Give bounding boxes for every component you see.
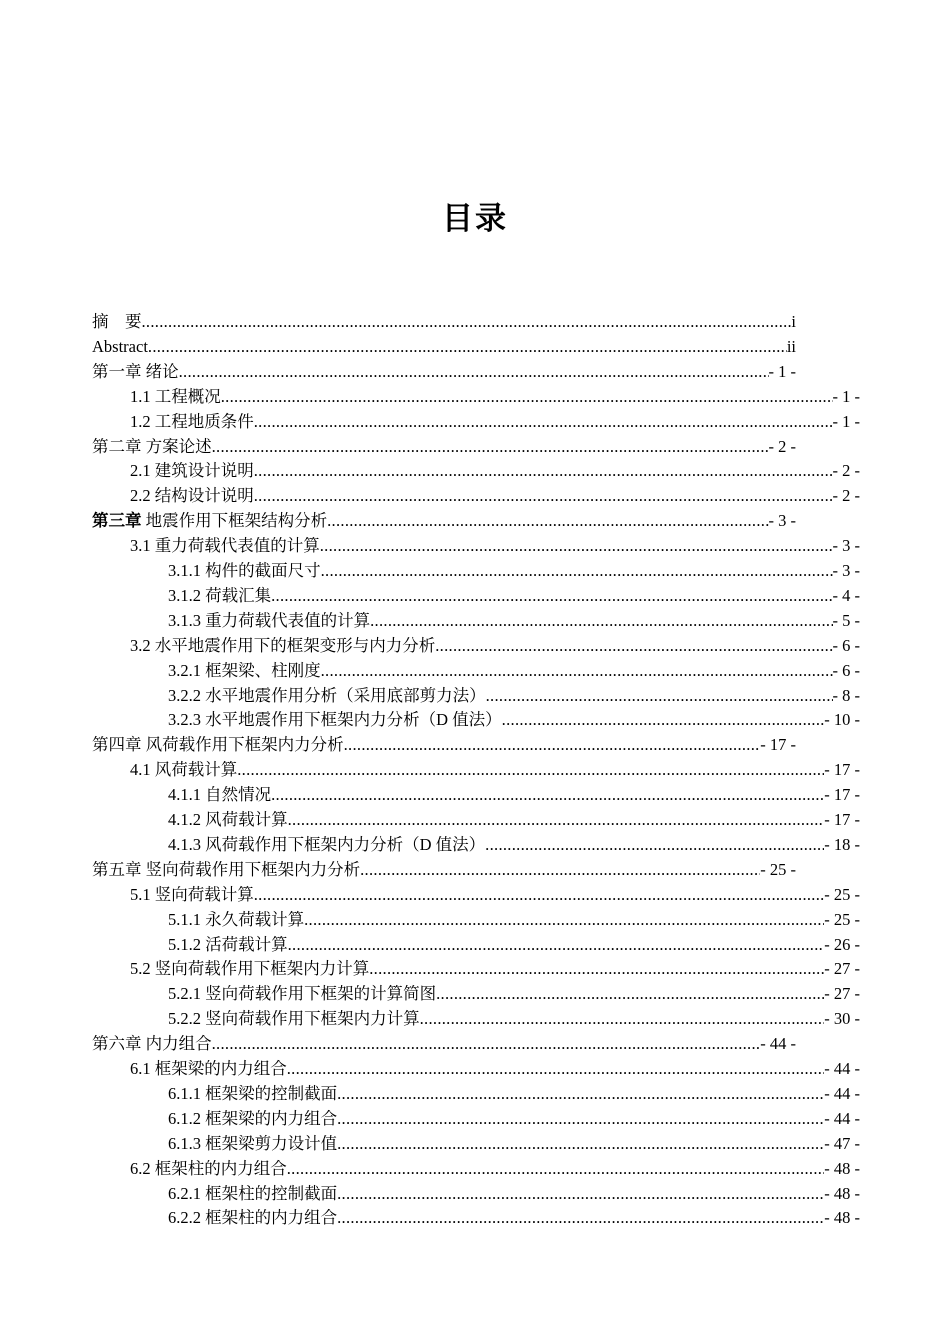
toc-entry-page-number: - 4 - [832,585,860,605]
toc-leader-dots [485,832,824,857]
toc-leader-dots [369,956,824,981]
toc-entry-label-text: 5.2.1 竖向荷载作用下框架的计算简图 [168,984,437,1004]
toc-entry-page-number: - 17 - [824,785,860,805]
toc-leader-dots [287,1056,825,1081]
toc-leader-dots [486,683,833,708]
toc-entry[interactable] [168,583,860,608]
toc-entry[interactable] [168,932,860,957]
toc-entry-page-number: - 6 - [832,660,860,680]
toc-entry-label [168,1205,337,1230]
toc-leader-dots [288,932,825,957]
toc-entry-page-number: - 8 - [832,685,860,705]
toc-leader-dots [142,309,792,334]
toc-entry-page-number: - 10 - [824,710,860,730]
toc-entry[interactable] [130,882,860,907]
toc-entry-label-text: 6.1.1 框架梁的控制截面 [168,1083,338,1103]
toc-leader-dots [420,1006,825,1031]
toc-entry-label [130,384,221,409]
toc-entry-label [130,409,254,434]
toc-entry-label-text: 4.1.2 风荷载计算 [168,810,288,829]
toc-entry-label [130,757,237,782]
toc-entry[interactable] [130,757,860,782]
toc-entry[interactable] [92,1031,796,1056]
toc-entry-page-number: - 44 - [760,1034,796,1054]
toc-entry-label [168,1131,337,1156]
toc-leader-dots [337,1131,824,1156]
toc-entry-label [130,483,254,508]
toc-entry[interactable] [168,1205,860,1230]
toc-entry-label-text: 第六章 内力组合 [92,1034,212,1054]
toc-entry-label [92,309,142,334]
toc-entry-label [92,434,212,459]
toc-leader-dots [502,707,825,732]
toc-entry[interactable] [92,434,796,459]
toc-entry-label [130,458,254,483]
toc-entry-page-number: - 17 - [760,735,796,755]
toc-entry[interactable] [168,832,860,857]
toc-entry[interactable] [168,1006,860,1031]
toc-entry-label-text: 6.2.1 框架柱的控制截面 [168,1183,338,1203]
toc-entry-page-number: - 25 - [824,909,860,929]
toc-entry[interactable] [130,458,860,483]
toc-leader-dots [179,359,769,384]
toc-entry[interactable] [168,658,860,683]
toc-entry[interactable] [92,309,796,334]
toc-entry-page-number: - 27 - [824,959,860,979]
toc-entry-label-text: 6.1 框架梁的内力组合 [130,1059,287,1078]
toc-leader-dots [370,608,832,633]
toc-entry[interactable] [168,1081,860,1106]
toc-entry-page-number: - 27 - [824,984,860,1004]
toc-entry-label [168,932,288,957]
toc-entry-page-number: - 17 - [824,760,860,780]
toc-leader-dots [254,409,833,434]
toc-entry[interactable] [168,807,860,832]
toc-entry-page-number: ii [786,336,796,356]
toc-entry-page-number: - 25 - [760,859,796,879]
toc-leader-dots [271,782,824,807]
toc-entry-label-text: 5.2.2 竖向荷载作用下框架内力计算 [168,1009,420,1029]
toc-entry-label-text: 2.1 建筑设计说明 [130,461,254,481]
toc-leader-dots [304,907,824,932]
toc-leader-dots [237,757,824,782]
toc-leader-dots [148,334,787,359]
toc-leader-dots [271,583,832,608]
toc-leader-dots [337,1181,824,1206]
toc-entry-label-text: 3.2.2 水平地震作用分析（采用底部剪力法） [168,685,486,705]
toc-leader-dots [337,1081,824,1106]
toc-entry[interactable] [130,1056,860,1081]
toc-entry-label [168,1106,337,1131]
toc-entry-label-text: 3.1 重力荷载代表值的计算 [130,536,320,556]
toc-entry[interactable] [130,483,860,508]
toc-entry[interactable] [92,334,796,359]
toc-entry-page-number: - 30 - [824,1009,860,1029]
toc-entry-label [168,1006,420,1031]
toc-entry-label [130,882,254,907]
toc-entry-label [168,583,271,608]
toc-entry-page-number: - 26 - [824,934,860,954]
toc-leader-dots [288,807,825,832]
toc-entry-page-number: - 1 - [832,411,860,431]
toc-entry-label [130,1056,287,1081]
toc-leader-dots [321,558,833,583]
toc-entry[interactable] [130,956,860,981]
toc-leader-dots [337,1205,824,1230]
toc-entry-label-text: 1.1 工程概况 [130,386,221,406]
toc-entry-page-number: - 47 - [824,1133,860,1153]
toc-entry-label [92,1031,212,1056]
toc-entry-page-number: - 44 - [824,1059,860,1078]
toc-entry-label-text: 4.1.3 风荷载作用下框架内力分析（D 值法） [168,834,486,854]
toc-entry[interactable] [168,1131,860,1156]
toc-entry[interactable] [168,608,860,633]
toc-entry-page-number: i [791,312,796,331]
toc-entry[interactable] [168,1106,860,1131]
toc-entry-label-text: 4.1.1 自然情况 [168,785,272,805]
toc-entry-label [92,334,148,359]
toc-entry-label [92,508,327,533]
toc-leader-dots [344,732,761,757]
toc-entry-label [168,707,502,732]
toc-entry-page-number: - 3 - [768,511,796,531]
toc-entry-label-text: 1.2 工程地质条件 [130,411,254,431]
toc-entry[interactable] [130,1156,860,1181]
toc-leader-dots [287,1156,825,1181]
toc-entry[interactable] [168,981,860,1006]
toc-entry-label-text: 5.1.2 活荷载计算 [168,934,288,954]
toc-entry-label-text: 2.2 结构设计说明 [130,486,254,506]
toc-entry-label-text: 6.1.2 框架梁的内力组合 [168,1108,338,1128]
toc-entry[interactable] [168,907,860,932]
toc-entry[interactable] [168,707,860,732]
toc-entry-label-text: 摘 要 [92,312,142,331]
toc-entry-label [92,732,344,757]
toc-entry-page-number: - 1 - [832,386,860,406]
toc-entry-label [92,359,179,384]
toc-entry-page-number: - 5 - [832,610,860,630]
toc-entry-label-text: Abstract [92,336,148,356]
toc-entry-page-number: - 2 - [832,486,860,506]
toc-leader-dots [254,483,833,508]
toc-entry-page-number: - 3 - [832,536,860,556]
toc-entry-page-number: - 17 - [824,810,860,829]
toc-entry[interactable] [168,1181,860,1206]
toc-entry-label-text: 6.2 框架柱的内力组合 [130,1158,287,1178]
toc-entry-page-number: - 44 - [824,1108,860,1128]
toc-entry-label-text: 地震作用下框架结构分析 [141,511,328,531]
page-title: 目录 [442,201,508,237]
toc-entry[interactable] [92,732,796,757]
toc-entry-label-text: 4.1 风荷载计算 [130,760,238,780]
toc-entry-label [168,807,288,832]
toc-entry-label-text: 5.1 竖向荷载计算 [130,884,254,904]
toc-entry-label-text: 3.1.2 荷载汇集 [168,585,272,605]
toc-entry-page-number: - 2 - [832,461,860,481]
toc-leader-dots [254,882,825,907]
toc-entry-page-number: - 25 - [824,884,860,904]
toc-leader-dots [320,533,833,558]
toc-leader-dots [254,458,833,483]
toc-entry-label [168,658,321,683]
toc-entry[interactable] [92,857,796,882]
toc-entry-page-number: - 18 - [824,834,860,854]
toc-entry[interactable] [168,558,860,583]
toc-entry-page-number: - 1 - [768,361,796,381]
toc-entry-label [130,1156,287,1181]
toc-entry-page-number: - 48 - [824,1158,860,1178]
toc-entry-label-text: 3.2.3 水平地震作用下框架内力分析（D 值法） [168,710,502,730]
toc-entry-label [92,857,360,882]
toc-entry[interactable] [92,359,796,384]
toc-entry-label-text: 第五章 竖向荷载作用下框架内力分析 [92,859,361,879]
toc-leader-dots [212,1031,761,1056]
toc-leader-dots [321,658,833,683]
toc-leader-dots [435,633,832,658]
toc-entry-label [168,1081,337,1106]
toc-entry-page-number: - 2 - [768,436,796,456]
toc-entry-label-text: 5.2 竖向荷载作用下框架内力计算 [130,959,370,979]
toc-entry-label-text: 第一章 绪论 [92,361,179,381]
toc-entry-label [168,608,370,633]
toc-entry-label [168,981,436,1006]
toc-entry-page-number: - 48 - [824,1208,860,1228]
toc-entry[interactable] [130,384,860,409]
toc-entry-label [130,533,320,558]
toc-entry-label [168,1181,337,1206]
toc-leader-dots [212,434,769,459]
toc-entry[interactable] [130,533,860,558]
toc-entry-label-text: 3.1.1 构件的截面尺寸 [168,561,321,580]
toc-entry[interactable] [168,782,860,807]
toc-entry[interactable] [168,683,860,708]
toc-entry[interactable] [92,508,796,533]
toc-entry-label-text: 6.1.3 框架梁剪力设计值 [168,1133,338,1153]
toc-entry-label-text: 第四章 风荷载作用下框架内力分析 [92,735,344,755]
toc-entry-page-number: - 3 - [832,561,860,580]
toc-entry-label [130,956,369,981]
toc-entry-label [168,832,485,857]
toc-entry-label [130,633,435,658]
toc-leader-dots [327,508,768,533]
toc-entry-page-number: - 6 - [832,635,860,655]
toc-entry-label-text: 3.1.3 重力荷载代表值的计算 [168,610,371,630]
toc-entry-label [168,558,321,583]
toc-entry-label-text: 第二章 方案论述 [92,436,212,456]
toc-entry-label-text: 3.2 水平地震作用下的框架变形与内力分析 [130,635,436,655]
toc-entry-page-number: - 48 - [824,1183,860,1203]
toc-leader-dots [360,857,760,882]
toc-entry-label [168,907,304,932]
toc-entry-label [168,683,486,708]
toc-leader-dots [436,981,824,1006]
toc-entry[interactable] [130,633,860,658]
toc-entry-page-number: - 44 - [824,1083,860,1103]
toc-entry-label-text: 6.2.2 框架柱的内力组合 [168,1208,338,1228]
toc-entry-label [168,782,271,807]
toc-leader-dots [221,384,833,409]
toc-entry-label-text: 5.1.1 永久荷载计算 [168,909,305,929]
toc-entry[interactable] [130,409,860,434]
toc-leader-dots [337,1106,824,1131]
toc-entry-label-text: 3.2.1 框架梁、柱刚度 [168,660,321,680]
toc-entry-label-prefix: 第三章 [92,511,142,531]
